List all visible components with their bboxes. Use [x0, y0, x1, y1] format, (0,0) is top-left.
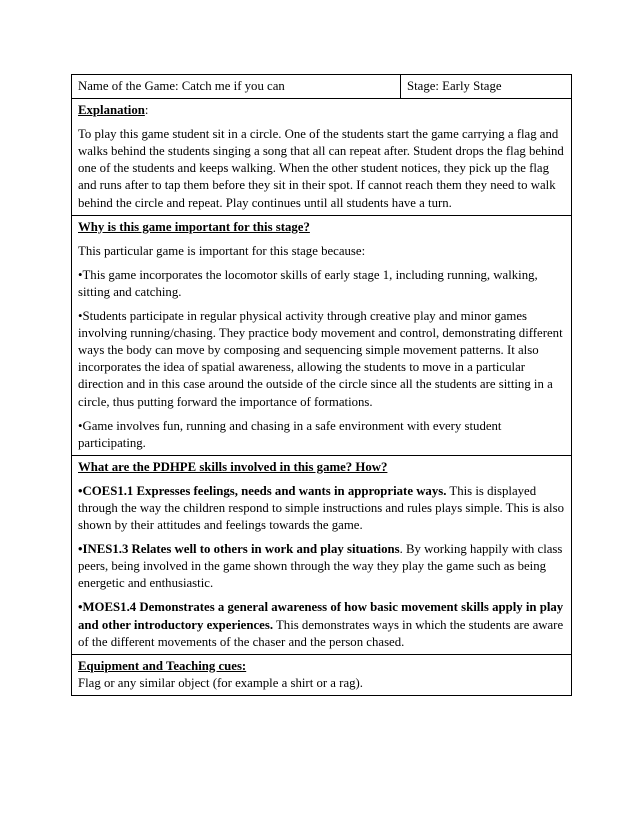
- explanation-heading-line: [78, 102, 565, 119]
- skill-ines-title: •INES1.3 Relates well to others in work and play situations: [78, 542, 400, 557]
- stage-cell: [401, 75, 572, 99]
- importance-point-locomotor: •This game incorporates the locomotor skills of early stage 1, including running, walking, sitting and catching.: [78, 267, 538, 299]
- skill-moes-text: This demonstrates ways in which the students are aware of the different movements of the chaser and the person chased.: [78, 617, 564, 649]
- skills-cell: [72, 455, 572, 654]
- explanation-heading: Explanation: [78, 103, 145, 118]
- importance-intro: This particular game is important for this stage because:: [78, 243, 366, 258]
- explanation-text: To play this game student sit in a circle. One of the students start the game carrying a flag and walks behind the students singing a song that all can repeat after. Student drops the flag behind one of the students and keeps walking. When the other student notices, they pick up the flag and runs after to tap them before they sit in their spot. If cannot reach them they need to walk behind the circle and repeat. Play continues until all students have a turn.: [78, 127, 564, 210]
- equipment-text: Flag or any similar object (for example a shirt or a rag).: [78, 675, 363, 690]
- importance-cell: [72, 215, 572, 455]
- skills-row: [72, 455, 572, 654]
- skills-heading: What are the PDHPE skills involved in this game? How?: [78, 459, 388, 474]
- header-row: [72, 75, 572, 99]
- skill-item-ines: [78, 541, 565, 592]
- game-name-label: Name of the Game: Catch me if you can: [78, 79, 285, 93]
- importance-row: [72, 215, 572, 455]
- importance-point-activity: •Students participate in regular physical activity through creative play and minor games involving running/chasing. They practice body movement and control, demonstrating different ways the body can move by composing and sequencing simple movement patterns. It also incorporates the idea of spatial awareness, allowing the students to move in a particular direction and in this case around the outside of the circle since all the students are sitting in a circle, thus putting forward the importance of formations.: [78, 309, 563, 409]
- importance-heading: Why is this game important for this stage?: [78, 219, 310, 234]
- game-name-cell: [72, 75, 401, 99]
- equipment-cell: [72, 654, 572, 695]
- skill-item-moes: [78, 599, 565, 650]
- equipment-heading: Equipment and Teaching cues:: [78, 658, 247, 673]
- skill-coes-title: •COES1.1 Expresses feelings, needs and wants in appropriate ways.: [78, 483, 447, 498]
- skill-coes-text: This is displayed through the way the children respond to simple instructions and rules plays simple. This is also shown by their attitudes and feelings towards the game.: [78, 483, 564, 533]
- explanation-row: [72, 99, 572, 216]
- stage-label: Stage: Early Stage: [407, 79, 502, 93]
- explanation-heading-colon: :: [144, 103, 149, 118]
- equipment-row: [72, 654, 572, 695]
- skill-moes-title: •MOES1.4 Demonstrates a general awareness of how basic movement skills apply in play and other introductory experiences.: [78, 600, 564, 632]
- skill-item-coes: [78, 483, 565, 534]
- explanation-cell: [72, 99, 572, 216]
- skill-ines-text: . By working happily with class peers, being involved in the game shown through the way they play the game such as being energetic and enthusiastic.: [78, 542, 563, 591]
- game-plan-table: [71, 74, 572, 696]
- importance-point-fun: •Game involves fun, running and chasing in a safe environment with every student participating.: [78, 418, 502, 450]
